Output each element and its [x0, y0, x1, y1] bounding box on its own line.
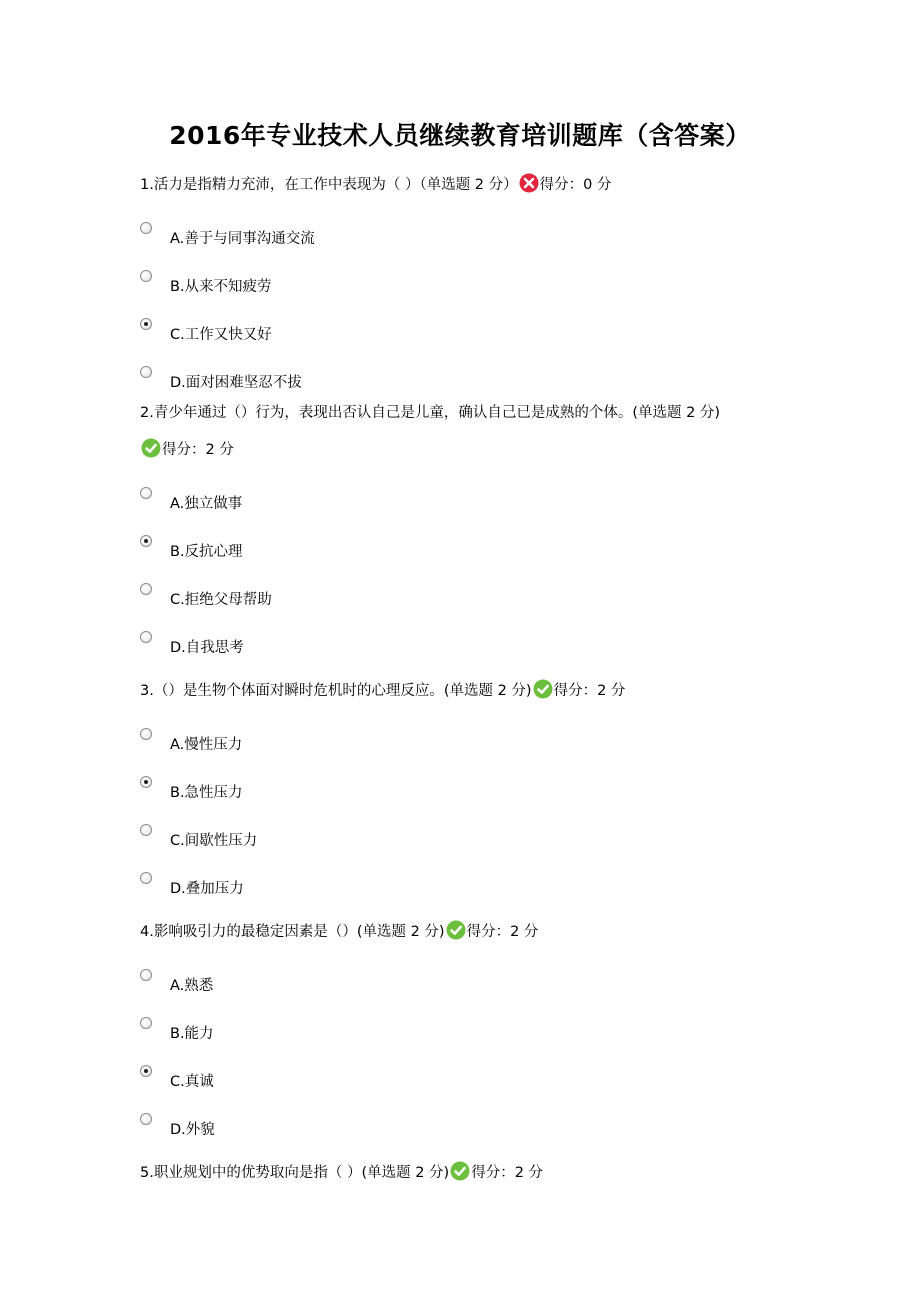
option-radio-d[interactable] — [140, 872, 152, 884]
option-label-d: D.面对困难坚忍不拔 — [170, 375, 302, 391]
question-score-line — [140, 437, 234, 463]
option-label-d: D.自我思考 — [170, 640, 244, 656]
question-text: 5.职业规划中的优势取向是指（ ）(单选题 2 分) — [140, 1165, 450, 1181]
option-label-c: C.工作又快又好 — [170, 327, 272, 343]
wrong-icon — [519, 173, 539, 193]
option-radio-c[interactable] — [140, 583, 152, 595]
question-score: 得分：0 分 — [539, 177, 612, 193]
option-label-a: A.独立做事 — [170, 496, 243, 512]
option-radio-a[interactable] — [140, 487, 152, 499]
option-label-b: B.反抗心理 — [170, 544, 243, 560]
question-text: 1.活力是指精力充沛，在工作中表现为（ ）（单选题 2 分） — [140, 177, 518, 193]
option-label-b: B.能力 — [170, 1026, 214, 1042]
option-radio-c[interactable] — [140, 824, 152, 836]
question-text-line — [140, 678, 625, 704]
option-radio-a[interactable] — [140, 969, 152, 981]
question-text: 4.影响吸引力的最稳定因素是（）(单选题 2 分) — [140, 924, 445, 940]
option-radio-b-selected[interactable] — [140, 776, 152, 788]
question-score: 得分：2 分 — [162, 442, 234, 458]
option-radio-d[interactable] — [140, 631, 152, 643]
question-text: 3.（）是生物个体面对瞬时危机时的心理反应。(单选题 2 分) — [140, 683, 532, 699]
question-score: 得分：2 分 — [466, 924, 539, 940]
option-label-b: B.急性压力 — [170, 785, 243, 801]
question-score: 得分：2 分 — [553, 683, 626, 699]
option-label-b: B.从来不知疲劳 — [170, 279, 272, 295]
option-radio-c-selected[interactable] — [140, 318, 152, 330]
question-text: 2.青少年通过（）行为，表现出否认自己是儿童，确认自己已是成熟的个体。(单选题 2 分) — [140, 405, 721, 421]
option-label-a: A.慢性压力 — [170, 737, 243, 753]
question-text-line — [140, 919, 538, 945]
correct-icon — [141, 438, 161, 458]
question-score: 得分：2 分 — [471, 1165, 544, 1181]
option-label-d: D.外貌 — [170, 1122, 215, 1138]
option-label-c: C.拒绝父母帮助 — [170, 592, 272, 608]
option-label-a: A.善于与同事沟通交流 — [170, 231, 315, 247]
option-radio-a[interactable] — [140, 222, 152, 234]
option-radio-b[interactable] — [140, 270, 152, 282]
option-label-c: C.间歇性压力 — [170, 833, 258, 849]
option-label-a: A.熟悉 — [170, 978, 214, 994]
question-text-line — [140, 1160, 543, 1186]
option-radio-c-selected[interactable] — [140, 1065, 152, 1077]
correct-icon — [450, 1161, 470, 1181]
option-radio-d[interactable] — [140, 366, 152, 378]
option-label-c: C.真诚 — [170, 1074, 214, 1090]
option-radio-a[interactable] — [140, 728, 152, 740]
option-radio-d[interactable] — [140, 1113, 152, 1125]
option-label-d: D.叠加压力 — [170, 881, 244, 897]
option-radio-b-selected[interactable] — [140, 535, 152, 547]
correct-icon — [533, 679, 553, 699]
correct-icon — [446, 920, 466, 940]
question-text-line — [140, 172, 611, 198]
page-title: 2016年专业技术人员继续教育培训题库（含答案） — [169, 121, 751, 150]
question-text-line — [140, 400, 720, 426]
option-radio-b[interactable] — [140, 1017, 152, 1029]
